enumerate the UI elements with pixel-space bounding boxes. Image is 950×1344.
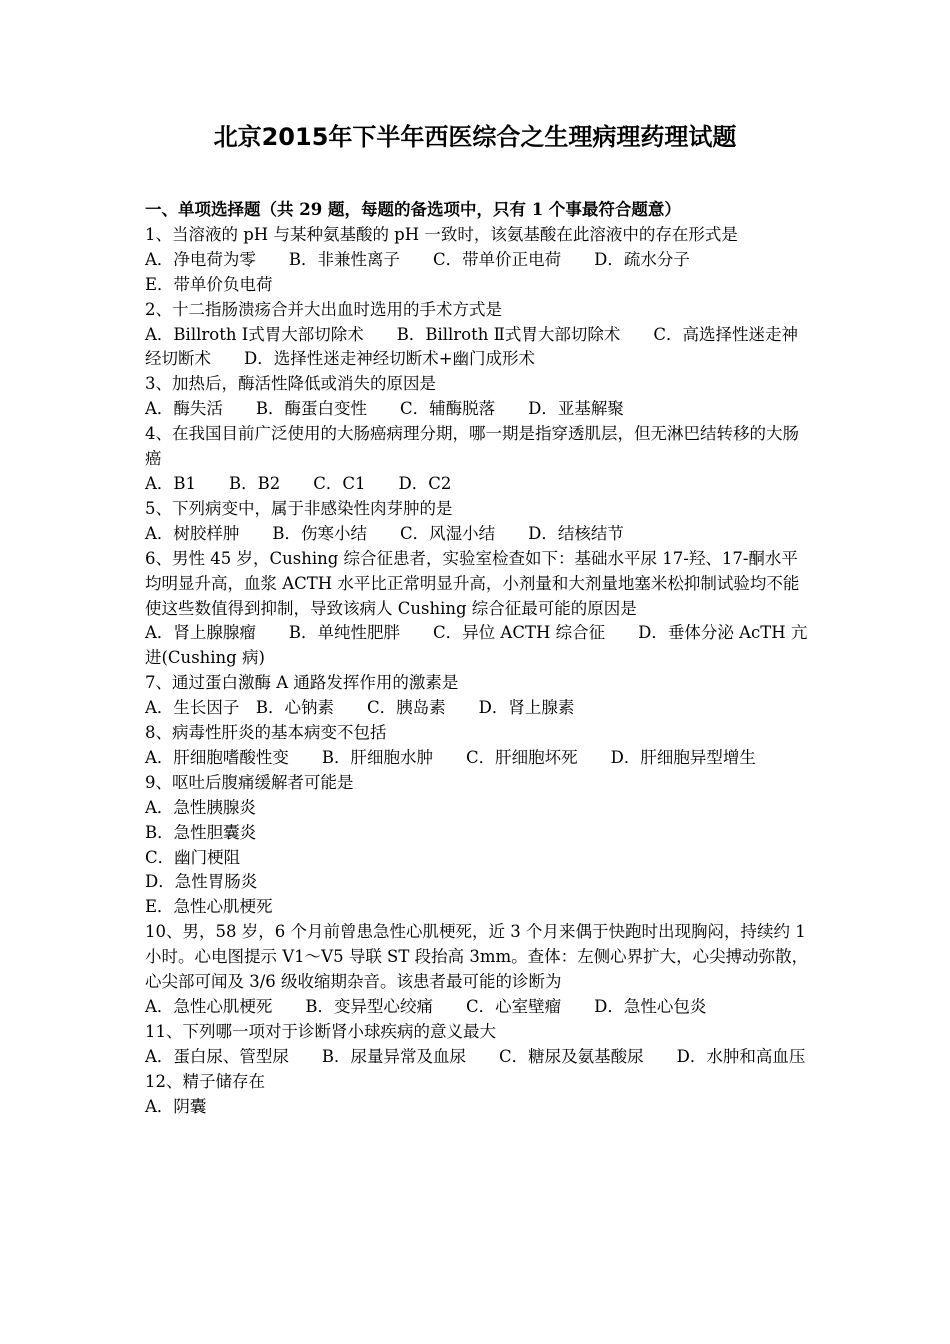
answer-options: A．急性胰腺炎	[145, 797, 256, 817]
question-stem: 9、呕吐后腹痛缓解者可能是	[145, 772, 354, 792]
question-lines	[145, 223, 810, 1120]
section-heading: 一、单项选择题（共 29 题，每题的备选项中，只有 1 个事最符合题意）	[145, 200, 681, 219]
answer-options: A．肾上腺腺瘤 B．单纯性肥胖 C．异位 ACTH 综合征 D．垂体分泌 AcTH 亢进(Cushing 病)	[145, 623, 808, 668]
answer-options: E．带单价负电荷	[145, 274, 273, 294]
answer-options: A．生长因子 B．心钠素 C．胰岛素 D．肾上腺素	[145, 698, 575, 718]
answer-options: E．急性心肌梗死	[145, 897, 273, 917]
question-stem: 12、精子储存在	[145, 1071, 265, 1091]
answer-options: A．Billroth Ⅰ式胃大部切除术 B．Billroth Ⅱ式胃大部切除术 C．高选择性迷走神经切断术 D．选择性迷走神经切断术+幽门成形术	[145, 324, 798, 369]
answer-options: B．急性胆囊炎	[145, 822, 257, 842]
question-stem: 3、加热后，酶活性降低或消失的原因是	[145, 374, 436, 394]
answer-options: A．净电荷为零 B．非兼性离子 C．带单价正电荷 D．疏水分子	[145, 249, 690, 269]
answer-options: A．B1 B．B2 C．C1 D．C2	[145, 473, 452, 493]
answer-options: A．酶失活 B．酶蛋白变性 C．辅酶脱落 D．亚基解聚	[145, 399, 624, 419]
answer-options: A．肝细胞嗜酸性变 B．肝细胞水肿 C．肝细胞坏死 D．肝细胞异型增生	[145, 747, 756, 767]
question-stem: 8、病毒性肝炎的基本病变不包括	[145, 723, 387, 743]
answer-options: C．幽门梗阻	[145, 847, 241, 867]
answer-options: A．阴囊	[145, 1096, 207, 1116]
question-stem: 6、男性 45 岁，Cushing 综合征患者，实验室检查如下：基础水平尿 17-羟、17-酮水平均明显升高，血浆 ACTH 水平比正常明显升高，小剂量和大剂量地塞米松抑制试验均不能使这些数值得到抑制，导致该病人 Cushing 综合征最可能的原因是	[145, 548, 800, 618]
question-stem: 5、下列病变中，属于非感染性肉芽肿的是	[145, 498, 453, 518]
question-stem: 7、通过蛋白激酶 A 通路发挥作用的激素是	[145, 673, 459, 693]
document-title: 北京2015年下半年西医综合之生理病理药理试题	[213, 123, 737, 151]
question-stem: 1、当溶液的 pH 与某种氨基酸的 pH 一致时，该氨基酸在此溶液中的存在形式是	[145, 224, 738, 244]
answer-options: A．蛋白尿、管型尿 B．尿量异常及血尿 C．糖尿及氨基酸尿 D．水肿和高血压	[145, 1046, 806, 1066]
question-stem: 10、男，58 岁，6 个月前曾患急性心肌梗死，近 3 个月来偶于快跑时出现胸闷，持续约 1 小时。心电图提示 V1～V5 导联 ST 段抬高 3mm。查体：左侧心界扩大，心尖搏动弥散，心尖部可闻及 3/6 级收缩期杂音。该患者最可能的诊断为	[145, 922, 809, 992]
question-list	[145, 198, 810, 1120]
question-stem: 4、在我国目前广泛使用的大肠癌病理分期，哪一期是指穿透肌层，但无淋巴结转移的大肠癌	[145, 424, 799, 469]
answer-options: A．急性心肌梗死 B．变异型心绞痛 C．心室壁瘤 D．急性心包炎	[145, 997, 707, 1016]
answer-options: A．树胶样肿 B．伤寒小结 C．风湿小结 D．结核结节	[145, 523, 624, 543]
question-stem: 11、下列哪一项对于诊断肾小球疾病的意义最大	[145, 1021, 496, 1041]
answer-options: D．急性胃肠炎	[145, 872, 258, 892]
question-stem: 2、十二指肠溃疡合并大出血时选用的手术方式是	[145, 299, 502, 319]
